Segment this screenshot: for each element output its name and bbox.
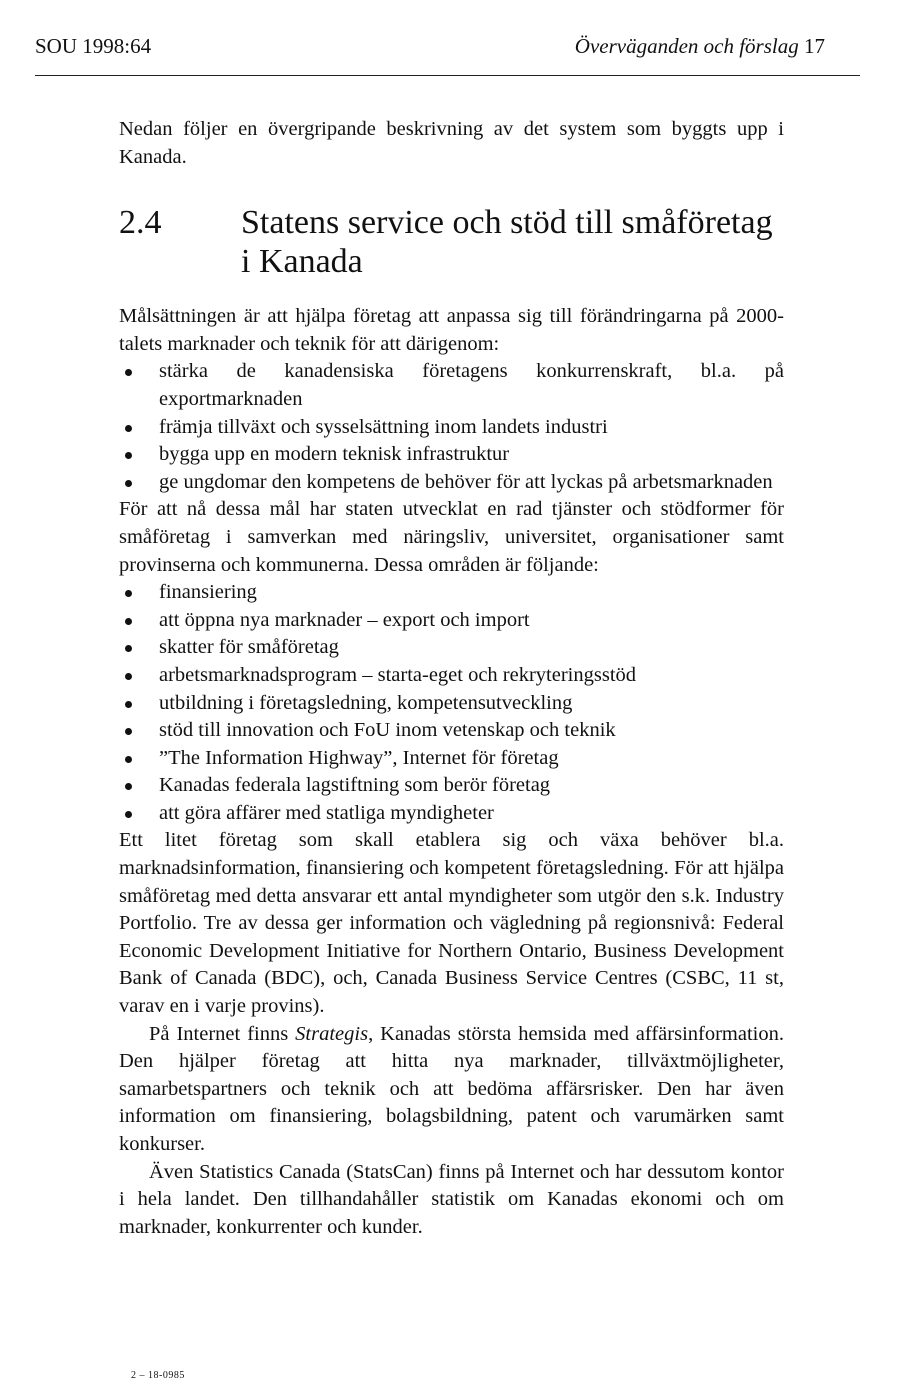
list-item: finansiering <box>119 579 784 607</box>
list-item: arbetsmarknadsprogram – starta-eget och rekryteringsstöd <box>119 662 784 690</box>
areas-intro: För att nå dessa mål har staten utvecklat en rad tjänster och stödformer för småföretag i samverkan med näringsliv, universitet, organisationer samt provinserna och kommunerna. Dessa områden är följande: <box>119 498 784 576</box>
chapter-title: Överväganden och förslag <box>574 34 799 58</box>
list-item: ”The Information Highway”, Internet för företag <box>119 745 784 773</box>
areas-list <box>119 579 784 827</box>
list-item: främja tillväxt och sysselsättning inom landets industri <box>119 414 784 442</box>
strategis-paragraph: På Internet finns Strategis, Kanadas största hemsida med affärsinformation. Den hjälper företag att hitta nya marknader, tillväxtmöjligheter, samarbetspartners och teknik och att bedöma affärsrisker. Den har även information om finansiering, bolagsbildning, patent och varumärken samt konkurser. <box>119 1022 784 1155</box>
section-heading <box>119 203 784 281</box>
chapter-title-and-page <box>575 34 825 59</box>
list-item: skatter för småföretag <box>119 634 784 662</box>
list-item: stöd till innovation och FoU inom vetenskap och teknik <box>119 717 784 745</box>
list-item: stärka de kanadensiska företagens konkurrenskraft, bl.a. på exportmarknaden <box>119 358 784 413</box>
list-item: bygga upp en modern teknisk infrastruktur <box>119 441 784 469</box>
list-item: Kanadas federala lagstiftning som berör företag <box>119 772 784 800</box>
section-number: 2.4 <box>119 204 162 242</box>
intro-paragraph: Nedan följer en övergripande beskrivning av det system som byggts upp i Kanada. <box>119 118 784 168</box>
header-rule <box>35 75 860 76</box>
list-item: utbildning i företagsledning, kompetensutveckling <box>119 690 784 718</box>
list-item: att göra affärer med statliga myndigheter <box>119 800 784 828</box>
report-series: SOU 1998:64 <box>35 34 152 58</box>
goals-list <box>119 358 784 496</box>
running-header <box>35 34 825 66</box>
section-title: Statens service och stöd till småföretag i Kanada <box>241 204 773 281</box>
print-code: 2 – 18-0985 <box>131 1370 185 1381</box>
page-number: 17 <box>804 34 825 58</box>
body-text <box>119 116 784 1241</box>
list-item: ge ungdomar den kompetens de behöver för att lyckas på arbetsmarknaden <box>119 469 784 497</box>
goals-intro: Målsättningen är att hjälpa företag att anpassa sig till förändringarna på 2000-talets marknader och teknik för att därigenom: <box>119 305 784 355</box>
portfolio-paragraph: Ett litet företag som skall etablera sig och växa behöver bl.a. marknadsinformation, finansiering och kompetent företagsledning. För att hjälpa småföretag med detta ansvarar ett antal myndigheter som utgör den s.k. Industry Portfolio. Tre av dessa ger information och vägledning på regionsnivå: Federal Economic Development Initiative for Northern Ontario, Business Development Bank of Canada (BDC), och, Canada Business Service Centres (CSBC, 11 st, varav en i varje provins). <box>119 829 784 1018</box>
statscan-paragraph: Även Statistics Canada (StatsCan) finns på Internet och har dessutom kontor i hela landet. Den tillhandahåller statistik om Kanadas ekonomi och om marknader, konkurrenter och kunder. <box>119 1160 784 1238</box>
strategis-name: Strategis <box>295 1022 369 1045</box>
list-item: att öppna nya marknader – export och import <box>119 607 784 635</box>
